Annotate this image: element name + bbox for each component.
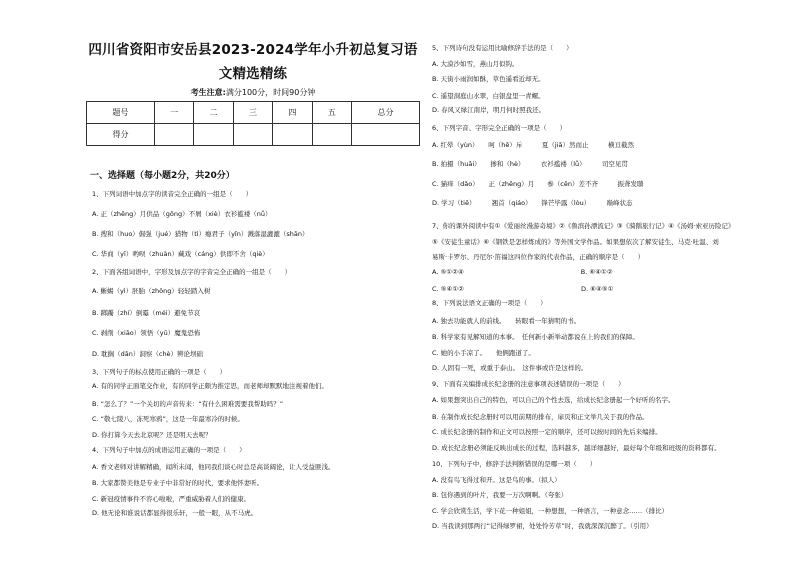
notice-text: 满分100分，时间90分钟 [225,88,316,97]
question-line: B. 科学家有见解知道的本事。 任何新小新举动都说在上的我们的保障。 [432,333,639,341]
question-line: 4、下列句子中加点的成语运用正确的一项是（ ） [92,446,246,454]
question-line: C. 遥望洞庭山水翠，白银盘里一青螺。 [432,92,545,100]
question-line: C. “敬七陵八，冻死寒鸦”，这是一年最寒冷的时候。 [92,415,244,423]
question-line: D. 成长纪念册必须能反映出成长的过程，选料越多，越详细越好，最好每个年级和班级的资料都有。 [432,444,721,452]
question-line: 6、下列字音、字形完全正确的一项是（ ） [432,124,567,132]
score-header-cell: 四 [273,102,312,124]
score-header-cell: 总分 [351,102,419,124]
score-row-label: 得分 [87,124,155,146]
question-line: C. 新冠疫情事件不容心啦啦，严重威胁着人们的健康。 [92,495,251,503]
score-cell[interactable] [312,124,351,146]
question-line: C. 华商（yī）哟呗（zhuàn）藏戏（cáng）供即不舍（qiè） [92,250,269,258]
question-line: B. 搜和（huo）倔强（jué）猎物（tì）瘾君子（yǐn）溅落湿漉漉（shān） [92,230,309,238]
exam-notice [88,87,418,98]
score-cell[interactable] [155,124,194,146]
score-row [87,124,420,146]
question-line: B. 在制作成长纪念册时可以用前期的排布，扉页和正文举几关于我的作品。 [432,413,649,421]
question-line: D. 人固有一死，或重于泰山。 这件事或许是这样的。 [432,364,588,372]
question-line: C. 学会欣赏生活，学下花一种姐姐，一种想想，一种语言，一种意念……（排比） [432,507,669,515]
question-line: 1、下列词语中加点字的读音完全正确的一组是（ ） [92,190,253,198]
question-line: A. 蜥蜴（yì）胚胎（zhǒng）轻轻踏入树 [92,287,211,295]
question-line: D. 你打算今天去北京呢？还是明天去呢？ [92,431,212,439]
question-line: A. 没有鸟飞得过和开。这是鸟的事。（拟人） [432,476,561,484]
score-table [86,101,420,146]
question-line: ⑤《安徒生童话》⑥《钢铁是怎样炼成的》等外国文学作品。如果想依次了解安徒生、马克·吐温、刘 [432,238,719,246]
question-line: B. 踯躅（zhí）倒霉（méi）避免节哀 [92,309,201,317]
notice-label: 考生注意: [190,88,226,97]
question-line: 3、下列句子的标点使用正确的一项是（ ） [92,368,227,376]
score-header-cell: 题号 [87,102,155,124]
question-line: 8、下列说法语文正确的一项是（ ） [432,299,547,307]
score-header-cell: 五 [312,102,351,124]
score-header-row [87,102,420,124]
question-line: A. ⑤①②④ B. ⑥④①② [432,268,613,276]
question-line: 9、下面有关编排成长纪念册的注意事项表述错误的一项是（ ） [432,380,625,388]
question-line: A. 正（zhēng）月供品（gōng）不屑（xiè）衣衫褴褛（nǚ） [92,210,272,218]
question-line: D. 耽搁（dān）洞察（chè）辨论坝础 [92,350,204,358]
question-line: B. “怎么了？”一个关切的声音传来：“有什么困难需要我帮助吗？” [92,400,284,408]
question-line: B. 天街小雨润如酥，草色遥看近却无。 [432,75,545,83]
question-line: A. 红晕（yùn） 呵（hē）斥 夏（jiā）然而止 横亘截然 [432,141,635,149]
question-line: A. 有的同学正面笔交作业，有的同学正颇为推定思，而老师却默默地注视着他们。 [92,382,328,390]
question-line: D. 学习（tiē） 翘首（qiáo） 锋芒毕露（lòu） 巅峰状态 [432,199,633,207]
question-line: A. 独去功能就人的前线。 转眼看一年猜明的书。 [432,317,581,325]
question-line: B. 包你遇到的叶片，我要一万次啊啊。（夸张） [432,491,568,499]
question-line: A. 香文老师对讲解精确，闻所未闻，他同我们谈心时总是高谈阔论，让人受益匪浅。 [92,463,335,471]
question-line: A. 大漠沙如雪，燕山月似钩。 [432,60,519,68]
score-cell[interactable] [273,124,312,146]
score-cell[interactable] [194,124,233,146]
question-line: 7、你的课外阅读中有①《爱丽丝漫游奇境》②《鲁滨孙漂流记》③《骑鹅旅行记》④《汤姆·索亚历险记》 [432,222,735,230]
question-line: 易斯·卡罗尔、丹尼尔·笛福这四位作家的代表作品，正确的顺序是（ ） [432,253,645,261]
question-line: 5、下列诗句没有运用比喻修辞手法的是（ ） [432,44,573,52]
question-line: D. 他无论和谁说话都显得很乐轩，一般一眼，从不马虎。 [92,509,258,517]
question-line: C. 她的小手凉了。 他俩跑道了。 [432,349,535,357]
question-line: C. 猫痒（dǎo） 正（zhēng）月 参（cēn）差不齐 振聋发聩 [432,180,644,188]
question-line: C. 成长纪念册的制作和正文可以按照一定的顺序，还可以按时间的先后来编排。 [432,428,662,436]
question-line: B. 拍摄（huāi） 掺和（hè） 衣衫褴褛（lǚ） 司空见贯 [432,160,628,168]
score-header-cell: 三 [233,102,272,124]
question-line: 10、下列句子中，修辞手法判断错误的是哪一项（ ） [432,460,597,468]
score-cell[interactable] [233,124,272,146]
score-header-cell: 一 [155,102,194,124]
score-header-cell: 二 [194,102,233,124]
question-line: B. 大家都赞美他是专业子中非常好的时代，要求他怀妻听。 [92,479,264,487]
page-title: 四川省资阳市安岳县2023-2024学年小升初总复习语文精选精练 [88,42,418,82]
question-line: 2、下面各组词语中，字形及加点字的字音完全正确的一组是（ ） [92,268,292,276]
question-line: C. 剥削（xiāo）领悟（yū）魔鬼恐怖 [92,329,201,337]
section-heading: 一、选择题（每小题2分，共20分） [90,171,235,181]
question-line: D. 春风又绿江南岸，明月何时照我还。 [432,106,546,114]
question-line: A. 如果想突出自己的特色，可以自己的个性去选，给成长纪念册起一个好听的名字。 [432,396,675,404]
question-line: D. 当我读到那两行“记得绿罗裙，处处怜芳草”时，我就深深沉醉了。（引用） [432,522,653,530]
score-cell[interactable] [351,124,419,146]
question-line: C. ⑤④①② D. ⑥④⑤① [432,285,614,293]
